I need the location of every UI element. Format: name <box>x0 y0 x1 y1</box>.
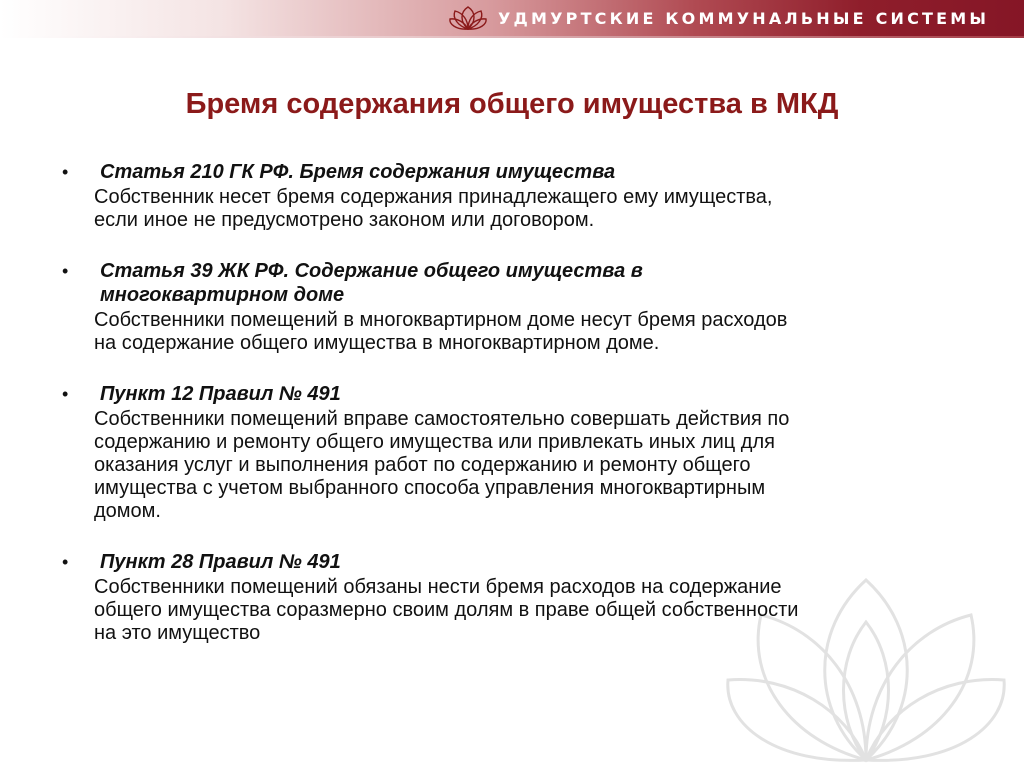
bullet-icon: • <box>62 162 69 182</box>
list-item <box>62 550 982 645</box>
bullet-icon: • <box>62 384 69 404</box>
bullet-icon: • <box>62 261 69 281</box>
bullet-icon: • <box>62 552 69 572</box>
section-body: Собственник несет бремя содержания принадлежащего ему имущества, если иное не предусмотрено законом или договором. <box>94 186 773 231</box>
section-heading: • Пункт 28 Правил № 491 <box>62 551 341 573</box>
header-divider <box>0 36 1024 38</box>
page-title: Бремя содержания общего имущества в МКД <box>185 88 839 120</box>
brand-name: УДМУРТСКИЕ КОММУНАЛЬНЫЕ СИСТЕМЫ <box>498 9 990 28</box>
list-item <box>62 259 982 355</box>
section-heading: • Статья 39 ЖК РФ. Содержание общего имущества в многоквартирном доме <box>62 260 643 306</box>
list-item <box>62 160 982 232</box>
section-heading: • Пункт 12 Правил № 491 <box>62 383 341 405</box>
content-list <box>62 160 982 672</box>
lotus-logo-icon <box>448 4 488 32</box>
section-body: Собственники помещений в многоквартирном доме несут бремя расходов на содержание общего имущества в многоквартирном доме. <box>94 309 788 354</box>
section-body: Собственники помещений вправе самостоятельно совершать действия по содержанию и ремонту общего имущества или привлекать иных лиц для оказания услуг и выполнения работ по содержанию и ремонту общего имущества с учетом выбранного способа управления многоквартирным домом. <box>94 408 790 522</box>
section-heading: • Статья 210 ГК РФ. Бремя содержания имущества <box>62 161 616 183</box>
list-item <box>62 382 982 523</box>
section-body: Собственники помещений обязаны нести бремя расходов на содержание общего имущества соразмерно своим долям в праве общей собственности на это имущество <box>94 576 799 644</box>
